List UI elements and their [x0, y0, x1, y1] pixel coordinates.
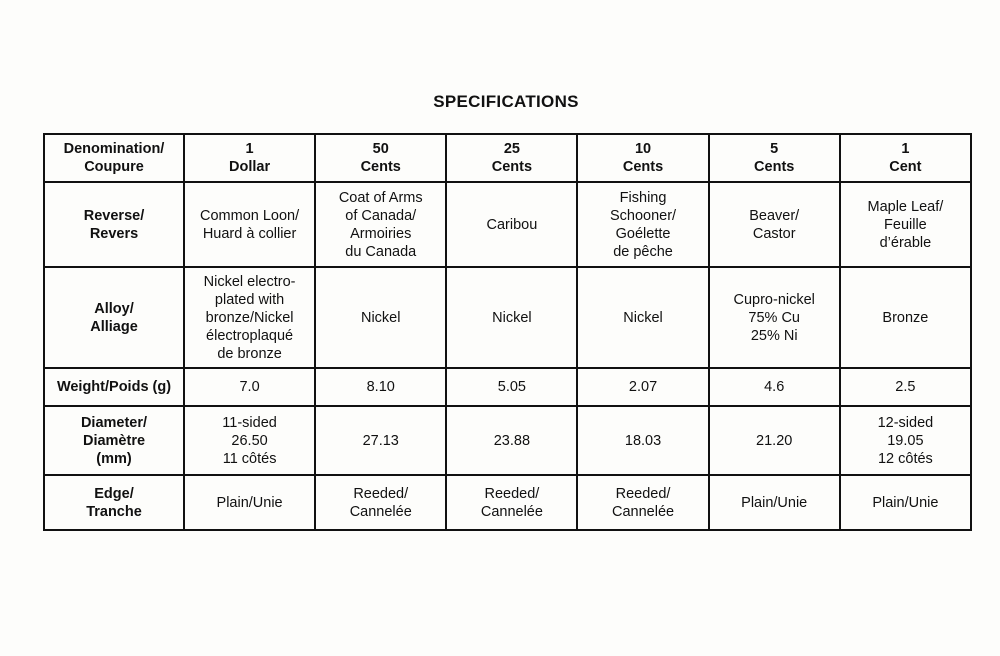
table-cell: Plain/Unie	[709, 475, 840, 530]
row-label-reverse: Reverse/ Revers	[44, 182, 184, 267]
column-header-1-dollar: 1 Dollar	[184, 134, 315, 182]
table-cell: Reeded/ Cannelée	[315, 475, 446, 530]
table-cell: 23.88	[446, 406, 577, 475]
table-cell: Plain/Unie	[840, 475, 971, 530]
table-cell: 11-sided 26.50 11 côtés	[184, 406, 315, 475]
table-cell: Common Loon/ Huard à collier	[184, 182, 315, 267]
table-cell: Maple Leaf/ Feuille d’érable	[840, 182, 971, 267]
table-cell: Plain/Unie	[184, 475, 315, 530]
table-cell: 5.05	[446, 368, 577, 406]
table-cell: Fishing Schooner/ Goélette de pêche	[577, 182, 708, 267]
table-cell: 7.0	[184, 368, 315, 406]
header-row	[44, 134, 971, 182]
column-header-5-cents: 5 Cents	[709, 134, 840, 182]
table-cell: 2.07	[577, 368, 708, 406]
table-row	[44, 406, 971, 475]
row-label-alloy: Alloy/ Alliage	[44, 267, 184, 368]
table-cell: Bronze	[840, 267, 971, 368]
table-cell: Coat of Arms of Canada/ Armoiries du Canada	[315, 182, 446, 267]
table-cell: 2.5	[840, 368, 971, 406]
column-header-10-cents: 10 Cents	[577, 134, 708, 182]
table-row	[44, 267, 971, 368]
table-cell: Nickel	[446, 267, 577, 368]
column-header-1-cent: 1 Cent	[840, 134, 971, 182]
table-cell: Reeded/ Cannelée	[446, 475, 577, 530]
denomination-label: Denomination/ Coupure	[44, 134, 184, 182]
row-label-edge: Edge/ Tranche	[44, 475, 184, 530]
table-cell: Cupro-nickel 75% Cu 25% Ni	[709, 267, 840, 368]
table-cell: 4.6	[709, 368, 840, 406]
row-label-diameter: Diameter/ Diamètre (mm)	[44, 406, 184, 475]
row-label-weight: Weight/Poids (g)	[44, 368, 184, 406]
table-cell: 8.10	[315, 368, 446, 406]
table-cell: Beaver/ Castor	[709, 182, 840, 267]
table-cell: 12-sided 19.05 12 côtés	[840, 406, 971, 475]
table-cell: 27.13	[315, 406, 446, 475]
table-cell: Nickel electro- plated with bronze/Nickel électroplaqué de bronze	[184, 267, 315, 368]
table-cell: Caribou	[446, 182, 577, 267]
table-cell: Nickel	[577, 267, 708, 368]
table-row	[44, 182, 971, 267]
table-row	[44, 475, 971, 530]
table-row	[44, 368, 971, 406]
specifications-table	[43, 133, 972, 531]
table-cell: 18.03	[577, 406, 708, 475]
column-header-25-cents: 25 Cents	[446, 134, 577, 182]
table-cell: 21.20	[709, 406, 840, 475]
column-header-50-cents: 50 Cents	[315, 134, 446, 182]
table-cell: Reeded/ Cannelée	[577, 475, 708, 530]
page-title: SPECIFICATIONS	[433, 92, 579, 111]
table-cell: Nickel	[315, 267, 446, 368]
